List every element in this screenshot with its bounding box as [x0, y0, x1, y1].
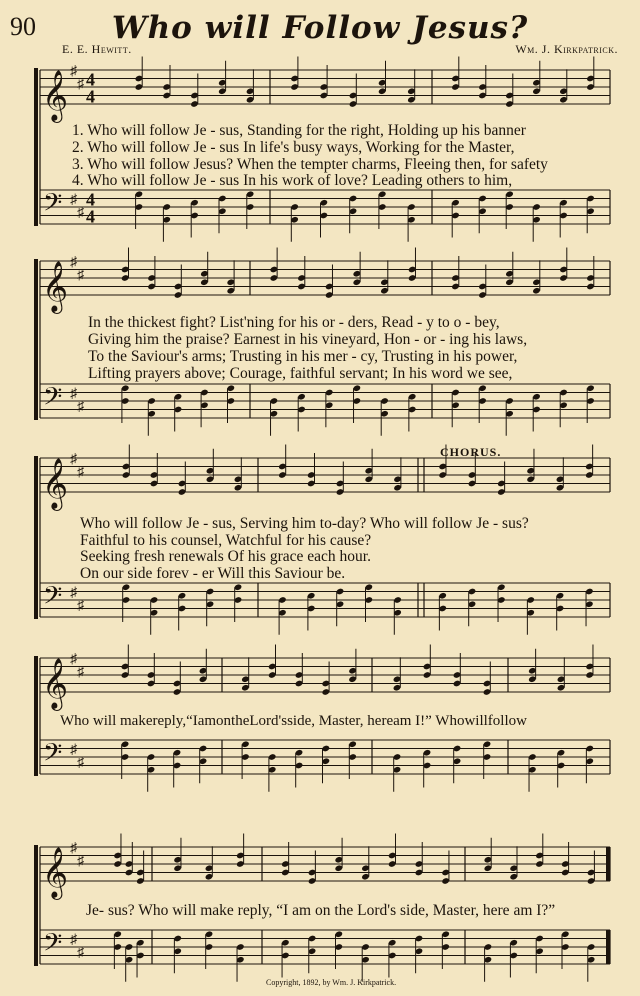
lyric-line-s4: Who will makereply,“IamontheLord'sside, Master, heream I!” Whowillfollow	[60, 713, 527, 729]
lyric-line-s3-v1: Who will follow Je - sus, Serving him to-day? Who will follow Je - sus?	[80, 515, 529, 532]
lyric-line-s1-v2: 2. Who will follow Je - sus In life's busy ways, Working for the Master,	[72, 139, 515, 156]
treble-clef-icon: 𝄞	[42, 847, 69, 898]
time-signature: 4	[86, 86, 95, 107]
sharp-icon: ♯	[70, 742, 77, 758]
copyright-notice: Copyright, 1892, by Wm. J. Kirkpatrick.	[266, 978, 397, 987]
lyric-line-s3-v4: On our side forev - er Will this Saviour be.	[80, 565, 346, 582]
sharp-icon: ♯	[77, 598, 84, 614]
sharp-icon: ♯	[77, 464, 84, 480]
sharp-icon: ♯	[77, 664, 84, 680]
sharp-icon: ♯	[70, 841, 77, 856]
system-brace-1	[34, 68, 38, 226]
bass-clef-icon: 𝄢	[43, 928, 63, 964]
lyric-line-s1-v3: 3. Who will follow Jesus? When the tempter charms, Fleeing then, for safety	[72, 156, 548, 173]
lyric-line-s2-v1: In the thickest fight? List'ning for his or - ders, Read - y to o - bey,	[88, 314, 500, 331]
lyric-line-s2-v2: Giving him the praise? Earnest in his vineyard, Hon - or - ing his laws,	[88, 331, 528, 348]
chorus-label: CHORUS.	[440, 445, 502, 459]
page-number: 90	[10, 12, 36, 41]
bass-clef-icon: 𝄢	[43, 581, 63, 617]
lyric-line-s2-v4: Lifting prayers above; Courage, faithful servant; In his word we see,	[88, 365, 513, 382]
sharp-icon: ♯	[70, 192, 77, 208]
bass-clef-icon: 𝄢	[43, 738, 63, 774]
final-barline	[606, 930, 610, 964]
lyric-line-s2-v3: To the Saviour's arms; Trusting in his mer - cy, Trusting in his power,	[88, 348, 518, 365]
sharp-icon: ♯	[70, 585, 77, 601]
time-signature: 4	[86, 189, 95, 210]
treble-clef-icon: 𝄞	[42, 70, 69, 121]
system-brace-4	[34, 656, 38, 776]
sharp-icon: ♯	[77, 205, 84, 221]
time-signature: 4	[86, 69, 95, 90]
sharp-icon: ♯	[77, 755, 84, 771]
system-brace-5	[34, 845, 38, 966]
treble-clef-icon: 𝄞	[42, 458, 69, 509]
sharp-icon: ♯	[70, 64, 77, 79]
lyric-line-s1-v1: 1. Who will follow Je - sus, Standing for the right, Holding up his banner	[72, 122, 526, 139]
sharp-icon: ♯	[70, 932, 77, 948]
sharp-icon: ♯	[77, 399, 84, 415]
lyric-line-s1-v4: 4. Who will follow Je - sus In his work of love? Leading others to him,	[72, 172, 513, 189]
author-credit: E. E. Hewitt.	[62, 42, 132, 56]
sharp-icon: ♯	[70, 255, 77, 270]
sharp-icon: ♯	[70, 386, 77, 402]
composer-credit: Wm. J. Kirkpatrick.	[515, 42, 618, 56]
lyric-line-s3-v2: Faithful to his counsel, Watchful for his cause?	[80, 532, 372, 549]
treble-clef-icon: 𝄞	[42, 261, 69, 312]
sharp-icon: ♯	[70, 652, 77, 667]
sharp-icon: ♯	[77, 945, 84, 961]
system-brace-2	[34, 259, 38, 420]
sharp-icon: ♯	[77, 76, 84, 92]
lyric-line-s3-v3: Seeking fresh renewals Of his grace each hour.	[80, 548, 371, 565]
time-signature: 4	[86, 206, 95, 227]
sharp-icon: ♯	[77, 853, 84, 869]
sharp-icon: ♯	[70, 452, 77, 467]
sharp-icon: ♯	[77, 267, 84, 283]
system-brace-3	[34, 456, 38, 619]
hymn-title: Who will Follow Jesus?	[111, 10, 529, 46]
bass-clef-icon: 𝄢	[43, 382, 63, 418]
treble-clef-icon: 𝄞	[42, 658, 69, 709]
lyric-line-s5: Je- sus? Who will make reply, “I am on the Lord's side, Master, here am I?”	[86, 902, 556, 919]
final-barline	[606, 847, 610, 881]
bass-clef-icon: 𝄢	[43, 188, 63, 224]
